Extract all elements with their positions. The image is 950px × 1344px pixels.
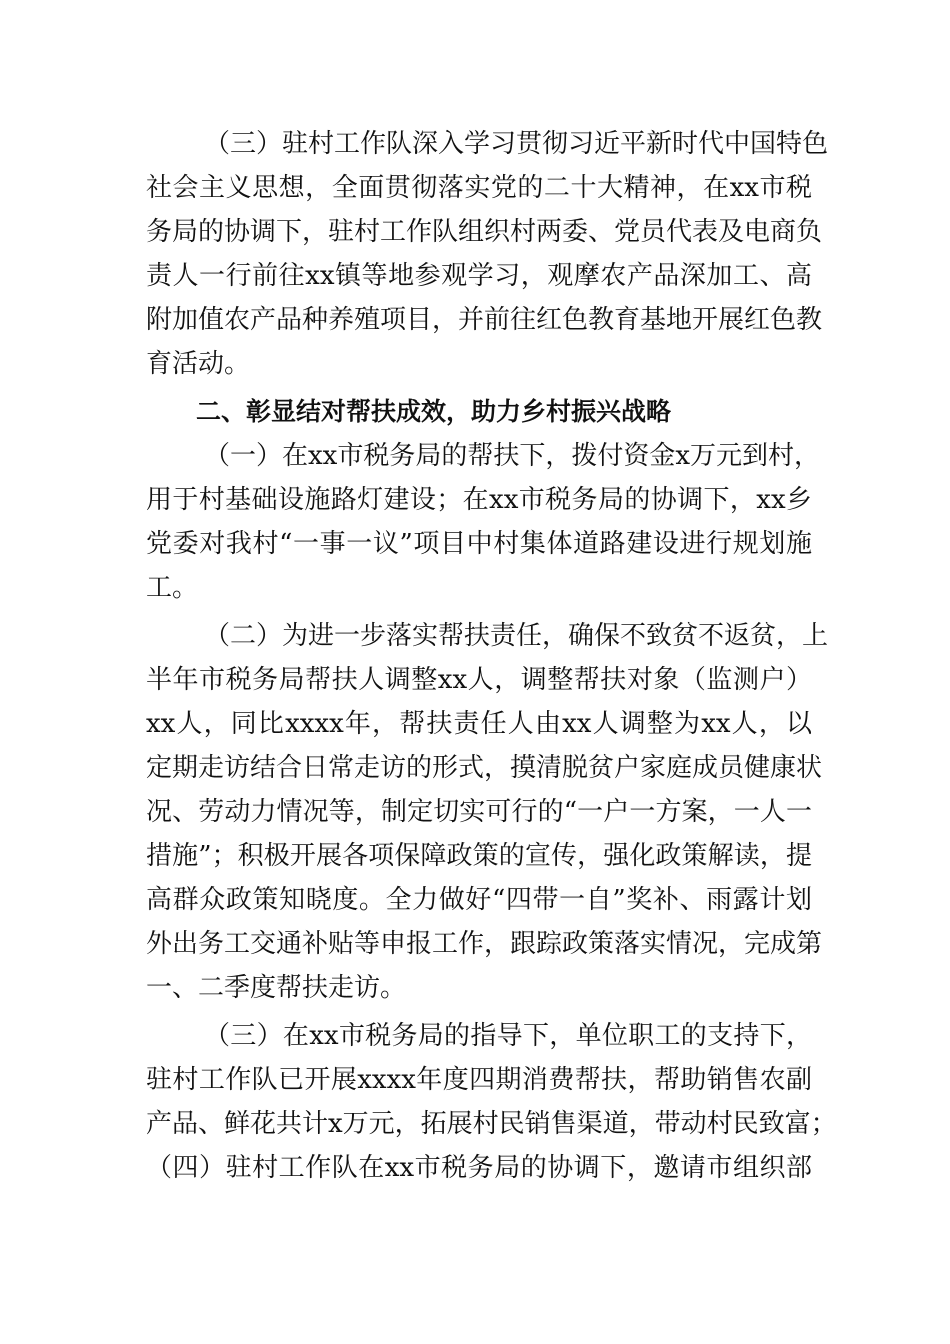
paragraph-3-line-1: （三）驻村工作队深入学习贯彻习近平新时代中国特色: [204, 129, 829, 159]
paragraph-a-line-2: 用于村基础设施路灯建设；在xx市税务局的协调下，xx乡: [146, 485, 812, 515]
paragraph-c-line-2: 驻村工作队已开展xxxx年度四期消费帮扶，帮助销售农副: [146, 1065, 812, 1095]
paragraph-a-line-3: 党委对我村“一事一议”项目中村集体道路建设进行规划施: [146, 529, 812, 559]
paragraph-c-line-3: 产品、鲜花共计x万元，拓展村民销售渠道，带动村民致富；: [146, 1109, 837, 1139]
paragraph-b-line-5: 况、劳动力情况等，制定切实可行的“一户一方案，一人一: [146, 797, 812, 827]
paragraph-3-line-2: 社会主义思想，全面贯彻落实党的二十大精神，在xx市税: [146, 173, 812, 203]
paragraph-b-line-6: 措施”；积极开展各项保障政策的宣传，强化政策解读，提: [146, 841, 812, 871]
paragraph-b-line-1: （二）为进一步落实帮扶责任，确保不致贫不返贫，上: [204, 621, 829, 651]
paragraph-3-line-3: 务局的协调下，驻村工作队组织村两委、党员代表及电商负: [146, 217, 823, 247]
paragraph-b-line-2: 半年市税务局帮扶人调整xx人，调整帮扶对象（监测户）: [146, 665, 812, 695]
paragraph-3-line-4: 责人一行前往xx镇等地参观学习，观摩农产品深加工、高: [146, 261, 812, 291]
paragraph-b-line-3: xx人，同比xxxx年，帮扶责任人由xx人调整为xx人，以: [146, 709, 812, 739]
paragraph-b-line-7: 高群众政策知晓度。全力做好“四带一自”奖补、雨露计划: [146, 885, 812, 915]
paragraph-d-line-1: （四）驻村工作队在xx市税务局的协调下，邀请市组织部: [146, 1153, 812, 1183]
paragraph-a-line-1: （一）在xx市税务局的帮扶下，拨付资金x万元到村，: [204, 441, 820, 471]
paragraph-3-line-6: 育活动。: [146, 349, 251, 379]
section-heading: 二、彰显结对帮扶成效，助力乡村振兴战略: [196, 397, 672, 426]
paragraph-b-line-4: 定期走访结合日常走访的形式，摸清脱贫户家庭成员健康状: [146, 753, 823, 783]
paragraph-3-line-5: 附加值农产品种养殖项目，并前往红色教育基地开展红色教: [146, 305, 823, 335]
paragraph-c-line-1: （三）在xx市税务局的指导下，单位职工的支持下，: [204, 1021, 812, 1051]
paragraph-b-line-9: 一、二季度帮扶走访。: [146, 973, 407, 1003]
paragraph-a-line-4: 工。: [146, 573, 199, 603]
paragraph-b-line-8: 外出务工交通补贴等申报工作，跟踪政策落实情况，完成第: [146, 929, 823, 959]
